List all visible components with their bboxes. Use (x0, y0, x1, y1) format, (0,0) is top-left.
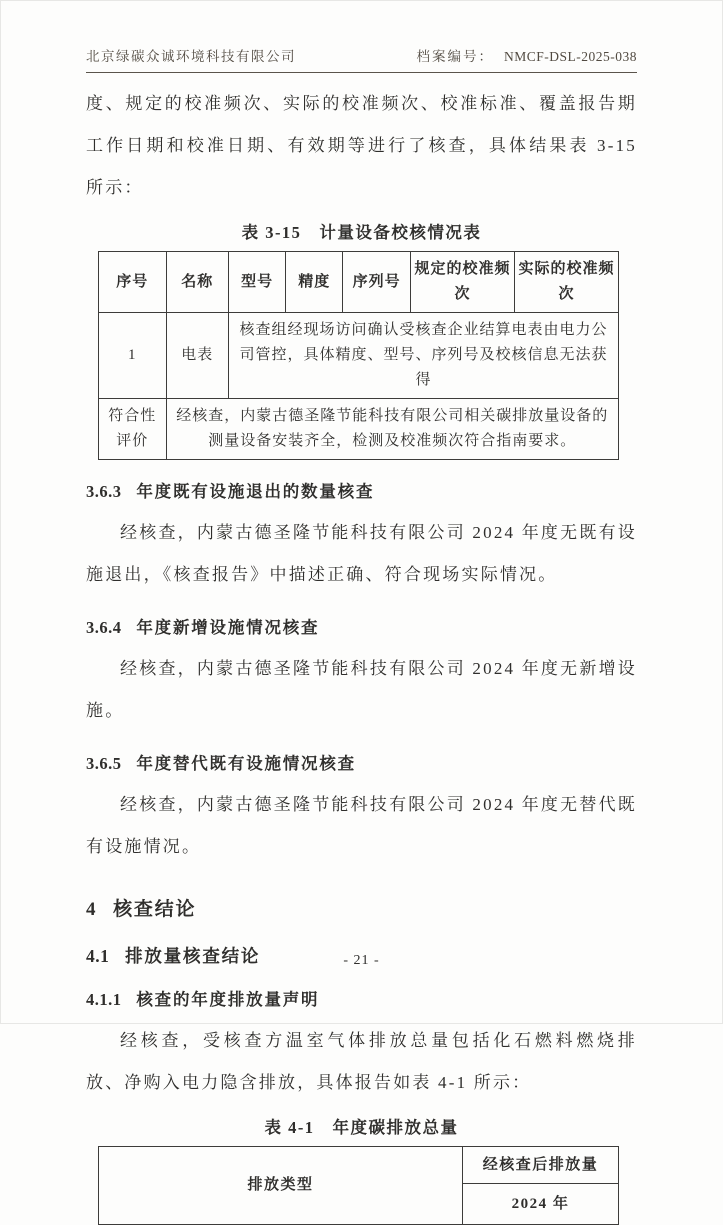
table-4-1 (98, 1146, 619, 1225)
file-number (416, 45, 637, 65)
section-body-4-1-1: 经核查，受核查方温室气体排放总量包括化石燃料燃烧排放、净购入电力隐含排放，具体报告如表 4-1 所示： (86, 1031, 637, 1092)
chapter-number: 4 (86, 899, 96, 920)
section-heading-3-6-5 (86, 750, 637, 774)
cell-emission-type-header: 排放类型 (99, 1147, 463, 1225)
table-3-15 (98, 251, 619, 460)
col-header-model: 型号 (228, 252, 285, 313)
section-number: 3.6.4 (86, 618, 122, 637)
cell-note: 核查组经现场访问确认受核查企业结算电表由电力公司管控，具体精度、型号、序列号及校核信息无法获得 (228, 313, 618, 399)
table-3-15-title: 表 3-15 计量设备校核情况表 (241, 223, 482, 242)
table-row (99, 1147, 619, 1184)
document-page (1, 1, 722, 1225)
section-number: 3.6.3 (86, 482, 122, 501)
intro-paragraph: 度、规定的校准频次、实际的校准频次、校准标准、覆盖报告期工作日期和校准日期、有效期等进行了核查，具体结果表 3-15 所示： (86, 94, 637, 197)
cell-conformity-label: 符合性评价 (99, 399, 167, 460)
section-body-3-6-5: 经核查，内蒙古德圣隆节能科技有限公司 2024 年度无替代既有设施情况。 (86, 795, 637, 856)
section-title: 年度替代既有设施情况核查 (136, 754, 356, 773)
section-heading-3-6-3 (86, 478, 637, 502)
table-row (99, 313, 619, 399)
section-title: 年度既有设施退出的数量核查 (136, 482, 375, 501)
section-heading-3-6-4 (86, 614, 637, 638)
section-body-3-6-3: 经核查，内蒙古德圣隆节能科技有限公司 2024 年度无既有设施退出，《核查报告》中描述正确、符合现场实际情况。 (86, 523, 637, 584)
col-header-name: 名称 (166, 252, 228, 313)
table-3-15-header-row (99, 252, 619, 313)
page-header (86, 45, 637, 73)
cell-name: 电表 (166, 313, 228, 399)
section-number: 4.1 (86, 946, 110, 966)
cell-verified-emission-header: 经核查后排放量 (463, 1147, 619, 1184)
cell-index: 1 (99, 313, 167, 399)
table-4-1-title: 表 4-1 年度碳排放总量 (264, 1118, 459, 1137)
col-header-precision: 精度 (286, 252, 343, 313)
section-title: 核查的年度排放量声明 (136, 990, 320, 1009)
col-header-actual-freq: 实际的校准频次 (514, 252, 618, 313)
section-body-3-6-4: 经核查，内蒙古德圣隆节能科技有限公司 2024 年度无新增设施。 (86, 659, 637, 720)
file-number-label: 档案编号： (416, 49, 494, 64)
chapter-title: 核查结论 (113, 899, 197, 920)
col-header-serial: 序列号 (343, 252, 411, 313)
section-heading-4-1-1 (86, 986, 637, 1010)
col-header-index: 序号 (99, 252, 167, 313)
cell-year-2024: 2024 年 (463, 1184, 619, 1225)
file-number-value: NMCF-DSL-2025-038 (503, 49, 637, 64)
cell-conformity-text: 经核查，内蒙古德圣隆节能科技有限公司相关碳排放量设备的测量设备安装齐全，检测及校准频次符合指南要求。 (166, 399, 618, 460)
table-row-conformity (99, 399, 619, 460)
col-header-required-freq: 规定的校准频次 (410, 252, 514, 313)
chapter-heading-4 (86, 894, 637, 921)
section-title: 年度新增设施情况核查 (136, 618, 320, 637)
section-number: 3.6.5 (86, 754, 122, 773)
section-number: 4.1.1 (86, 990, 122, 1009)
company-name: 北京绿碳众诚环境科技有限公司 (86, 49, 296, 64)
section-title: 排放量核查结论 (125, 946, 261, 966)
page-number: - 21 - (343, 953, 380, 968)
